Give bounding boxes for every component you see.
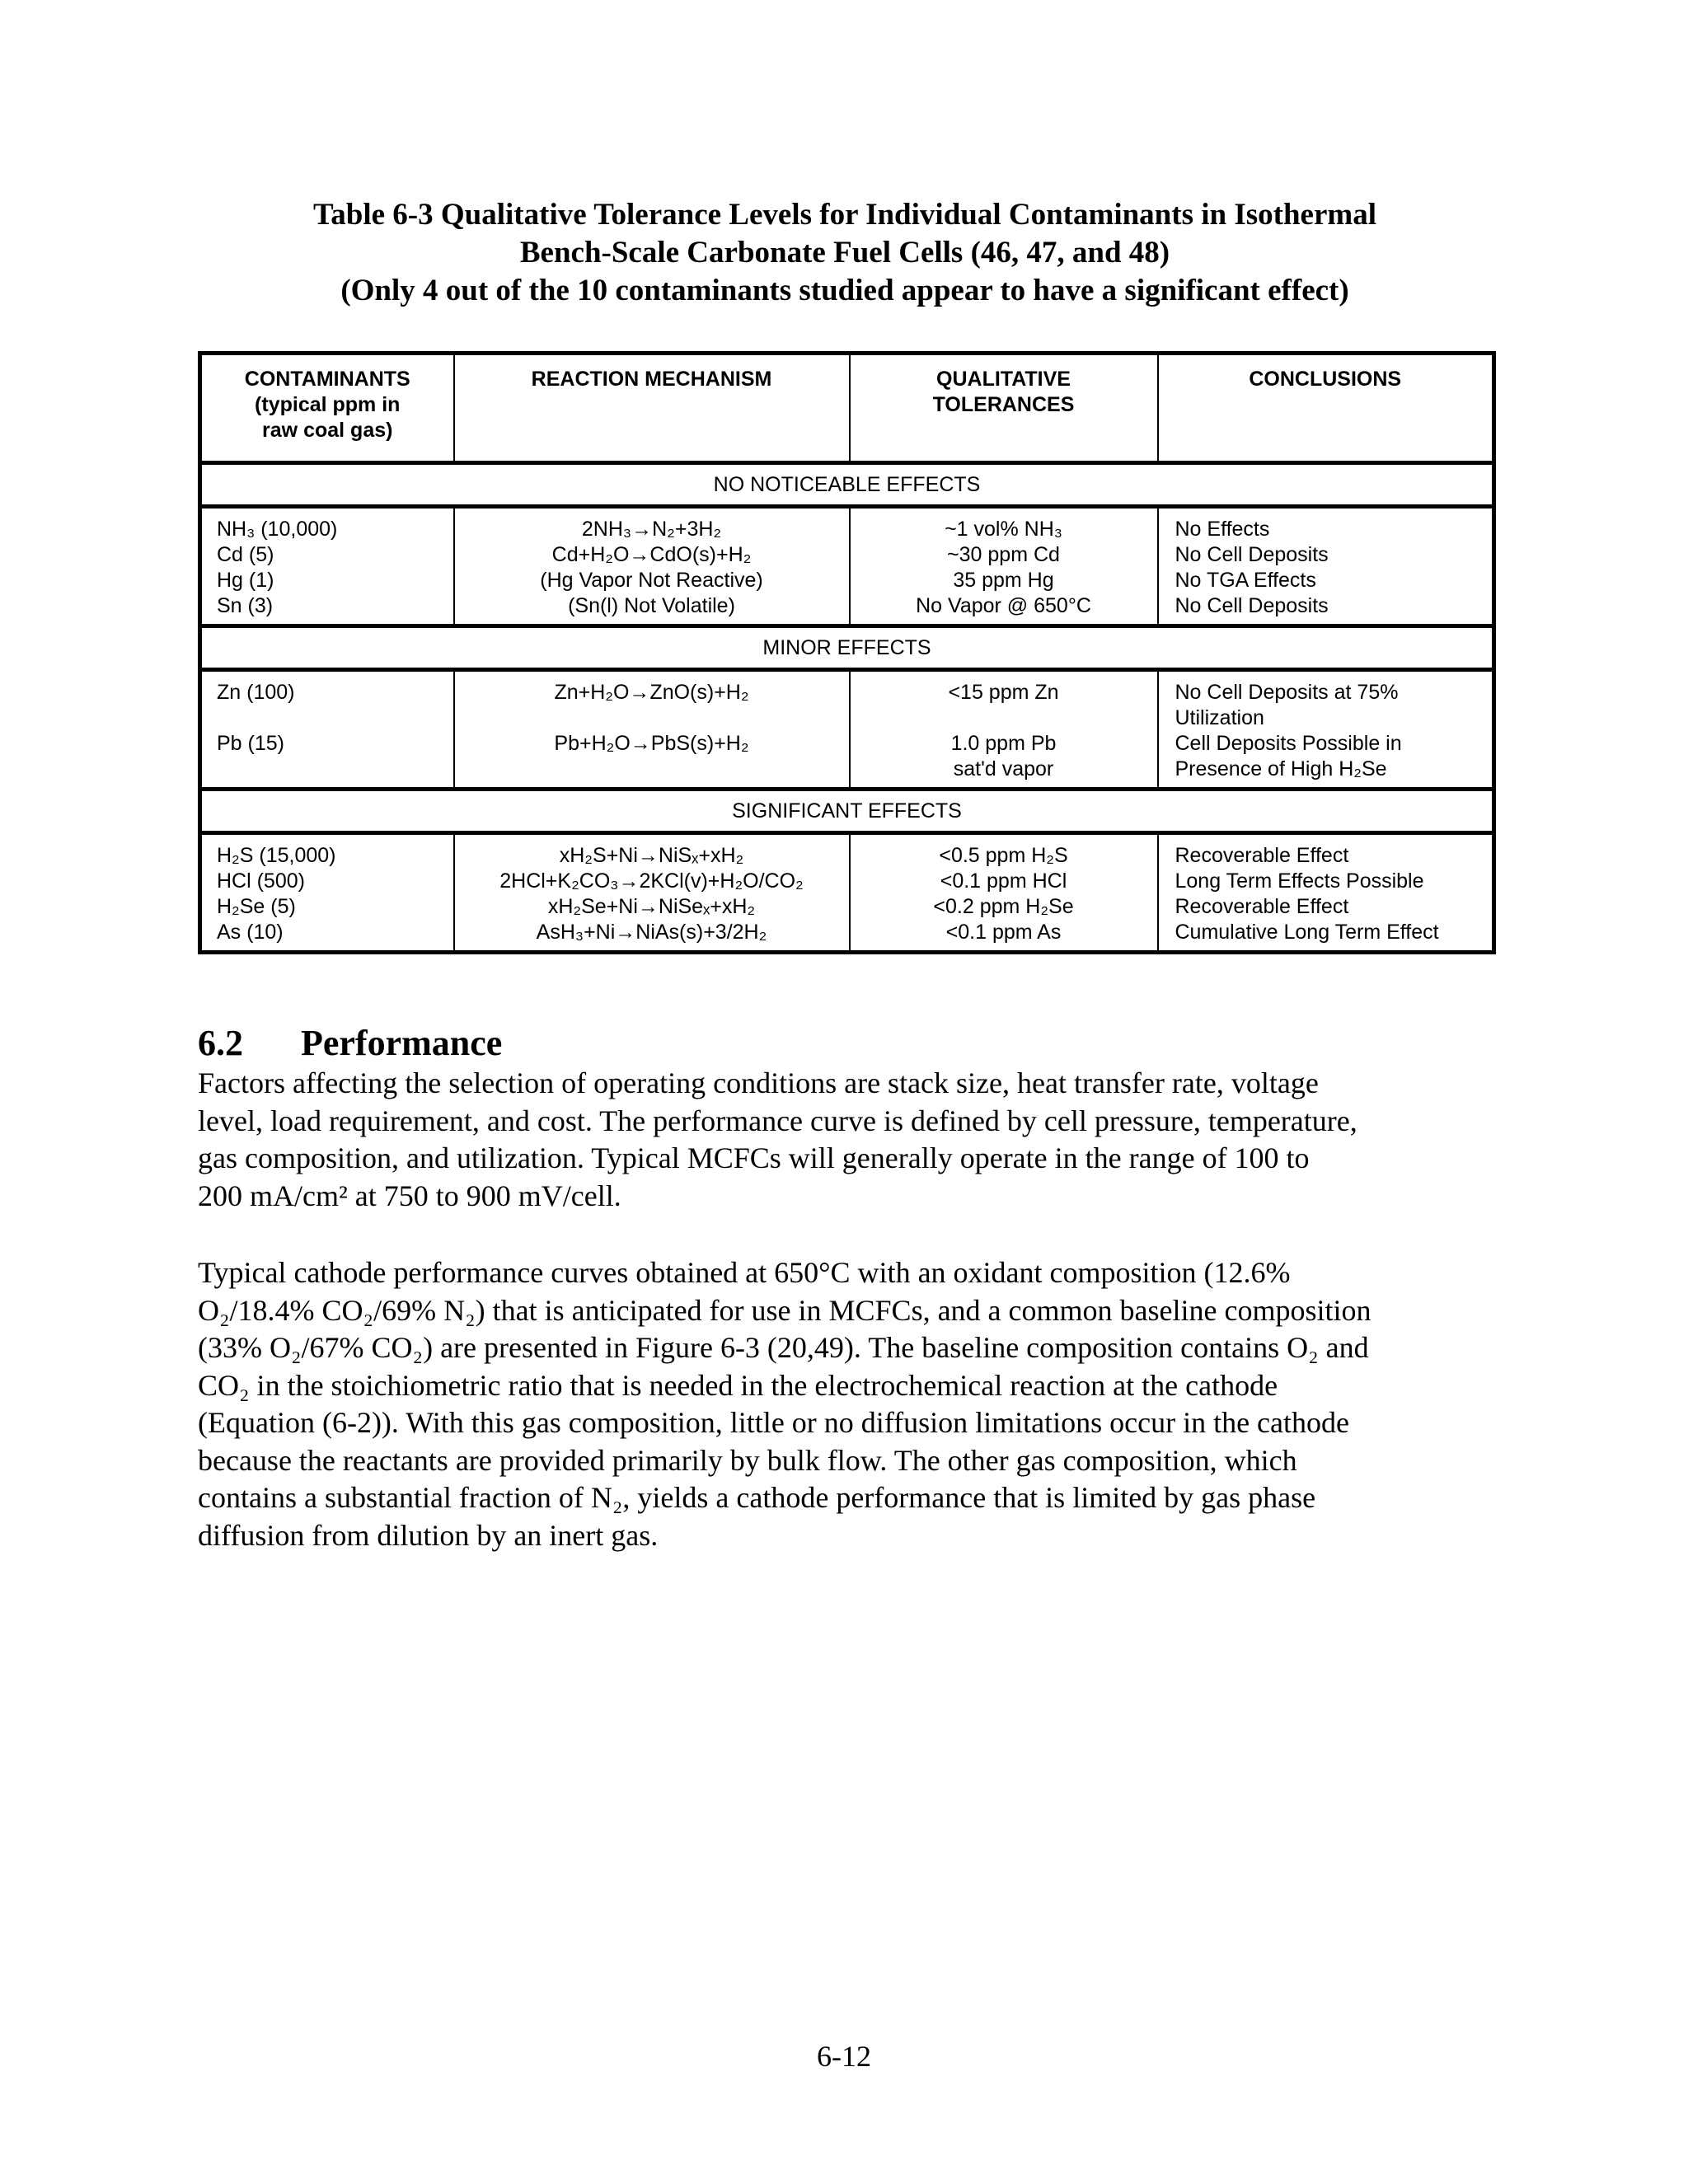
header-conclusions	[1158, 354, 1494, 463]
header-contaminants	[200, 354, 454, 463]
conclusion: Cell Deposits Possible in	[1175, 732, 1402, 755]
header-row	[200, 354, 1494, 463]
conclusion: Cumulative Long Term Effect	[1175, 921, 1439, 944]
conclusion: No Cell Deposits	[1175, 543, 1329, 566]
tolerance-table-grid	[198, 351, 1496, 954]
header-contaminants-line: raw coal gas)	[262, 419, 393, 442]
section-title-no-noticeable: NO NOTICEABLE EFFECTS	[200, 463, 1494, 507]
cell-conclusions	[1158, 507, 1494, 626]
tolerance: ~1 vol% NH₃	[945, 518, 1062, 541]
section-row	[200, 463, 1494, 507]
section-title-significant: SIGNIFICANT EFFECTS	[200, 790, 1494, 833]
contaminant: Sn (3)	[217, 594, 274, 617]
cell-mechanisms	[454, 833, 850, 953]
header-tolerances-line: TOLERANCES	[932, 393, 1075, 416]
cell-contaminants	[200, 670, 454, 790]
header-tolerances	[850, 354, 1158, 463]
cell-conclusions	[1158, 670, 1494, 790]
section-number: 6.2	[198, 1023, 243, 1063]
contaminant: Pb (15)	[217, 732, 284, 755]
paragraph-line: Factors affecting the selection of operating conditions are stack size, heat transfer rate, voltage	[198, 1066, 1319, 1099]
cell-contaminants	[200, 833, 454, 953]
conclusion: No TGA Effects	[1175, 569, 1316, 592]
cell-tolerances	[850, 507, 1158, 626]
page-number: 6-12	[817, 2040, 871, 2073]
table-row	[200, 507, 1494, 626]
paragraph-line: CO₂ in the stoichiometric ratio that is needed in the electrochemical reaction at the cathode	[198, 1368, 1278, 1402]
tolerance: ~30 ppm Cd	[947, 543, 1060, 566]
header-conclusions-label: CONCLUSIONS	[1249, 368, 1402, 391]
tolerance: <0.1 ppm HCl	[940, 869, 1067, 893]
cell-contaminants	[200, 507, 454, 626]
conclusion: No Effects	[1175, 518, 1270, 541]
mechanism: xH₂S+Ni→NiSₓ+xH₂	[559, 844, 744, 867]
tolerance: 1.0 ppm Pb	[950, 732, 1057, 755]
table-row	[200, 833, 1494, 953]
tolerance: <15 ppm Zn	[948, 681, 1059, 704]
tolerance	[851, 705, 1157, 731]
section-row	[200, 626, 1494, 670]
contaminant: As (10)	[217, 921, 284, 944]
paragraph-line: 200 mA/cm² at 750 to 900 mV/cell.	[198, 1179, 621, 1212]
mechanism: 2NH₃→N₂+3H₂	[581, 518, 722, 541]
paragraph-line: diffusion from dilution by an inert gas.	[198, 1518, 659, 1552]
paragraph-line: gas composition, and utilization. Typical MCFCs will generally operate in the range of 100 to	[198, 1141, 1310, 1174]
tolerance: 35 ppm Hg	[953, 569, 1054, 592]
tolerance: <0.1 ppm As	[945, 921, 1062, 944]
mechanism: Zn+H₂O→ZnO(s)+H₂	[554, 681, 749, 704]
paragraph-line: (33% O₂/67% CO₂) are presented in Figure 6-3 (20,49). The baseline composition contains O₂ and	[198, 1331, 1369, 1364]
cell-mechanisms	[454, 670, 850, 790]
mechanism: (Sn(l) Not Volatile)	[568, 594, 735, 617]
mechanism: 2HCl+K₂CO₃→2KCl(v)+H₂O/CO₂	[499, 869, 804, 893]
contaminant: NH₃ (10,000)	[217, 518, 338, 541]
conclusion: Recoverable Effect	[1175, 844, 1349, 867]
contaminant	[217, 705, 453, 731]
tolerance: <0.2 ppm H₂Se	[933, 895, 1074, 918]
header-mechanism-label: REACTION MECHANISM	[531, 368, 772, 391]
conclusion: Long Term Effects Possible	[1175, 869, 1424, 893]
section-title-minor: MINOR EFFECTS	[200, 626, 1494, 670]
mechanism: (Hg Vapor Not Reactive)	[540, 569, 763, 592]
tolerance: No Vapor @ 650°C	[916, 594, 1091, 617]
contaminant: HCl (500)	[217, 869, 305, 893]
cell-tolerances	[850, 833, 1158, 953]
mechanism: xH₂Se+Ni→NiSeₓ+xH₂	[547, 895, 756, 918]
contaminant: H₂Se (5)	[217, 895, 296, 918]
mechanism	[455, 705, 849, 731]
header-mechanism	[454, 354, 850, 463]
conclusion: Recoverable Effect	[1175, 895, 1349, 918]
mechanism: Pb+H₂O→PbS(s)+H₂	[554, 732, 749, 755]
contaminant: H₂S (15,000)	[217, 844, 336, 867]
contaminant: Zn (100)	[217, 681, 295, 704]
cell-mechanisms	[454, 507, 850, 626]
table-row	[200, 670, 1494, 790]
conclusion: Utilization	[1175, 706, 1264, 729]
mechanism: AsH₃+Ni→NiAs(s)+3/2H₂	[536, 921, 767, 944]
paragraph-1	[198, 1065, 1500, 1215]
conclusion: No Cell Deposits	[1175, 594, 1329, 617]
paragraph-line: because the reactants are provided primarily by bulk flow. The other gas composition, which	[198, 1443, 1297, 1477]
caption-line-1: Table 6-3 Qualitative Tolerance Levels for Individual Contaminants in Isothermal	[313, 198, 1376, 232]
tolerance-table	[198, 351, 1492, 954]
section-title: Performance	[301, 1023, 503, 1063]
header-tolerances-line: QUALITATIVE	[936, 368, 1071, 391]
conclusion: No Cell Deposits at 75%	[1175, 681, 1399, 704]
section-row	[200, 790, 1494, 833]
contaminant: Cd (5)	[217, 543, 274, 566]
caption-line-2: Bench-Scale Carbonate Fuel Cells (46, 47, and 48)	[519, 236, 1170, 269]
paragraph-line: contains a substantial fraction of N₂, yields a cathode performance that is limited by gas phase	[198, 1481, 1316, 1514]
tolerance: <0.5 ppm H₂S	[939, 844, 1068, 867]
cell-conclusions	[1158, 833, 1494, 953]
paragraph-line: (Equation (6-2)). With this gas composition, little or no diffusion limitations occur in the cathode	[198, 1406, 1349, 1439]
conclusion: Presence of High H₂Se	[1175, 757, 1387, 780]
header-contaminants-line: (typical ppm in	[255, 393, 401, 416]
cell-tolerances	[850, 670, 1158, 790]
section-heading	[198, 1022, 502, 1065]
caption-line-3: (Only 4 out of the 10 contaminants studied appear to have a significant effect)	[340, 274, 1349, 307]
contaminant: Hg (1)	[217, 569, 274, 592]
paragraph-line: O₂/18.4% CO₂/69% N₂) that is anticipated for use in MCFCs, and a common baseline composition	[198, 1293, 1372, 1327]
tolerance: sat'd vapor	[953, 757, 1054, 780]
table-caption	[198, 196, 1492, 310]
paragraph-line: level, load requirement, and cost. The performance curve is defined by cell pressure, temperature,	[198, 1104, 1357, 1137]
mechanism: Cd+H₂O→CdO(s)+H₂	[551, 543, 752, 566]
header-contaminants-line: CONTAMINANTS	[244, 368, 410, 391]
paragraph-line: Typical cathode performance curves obtained at 650°C with an oxidant composition (12.6%	[198, 1256, 1291, 1289]
paragraph-2	[198, 1254, 1500, 1554]
